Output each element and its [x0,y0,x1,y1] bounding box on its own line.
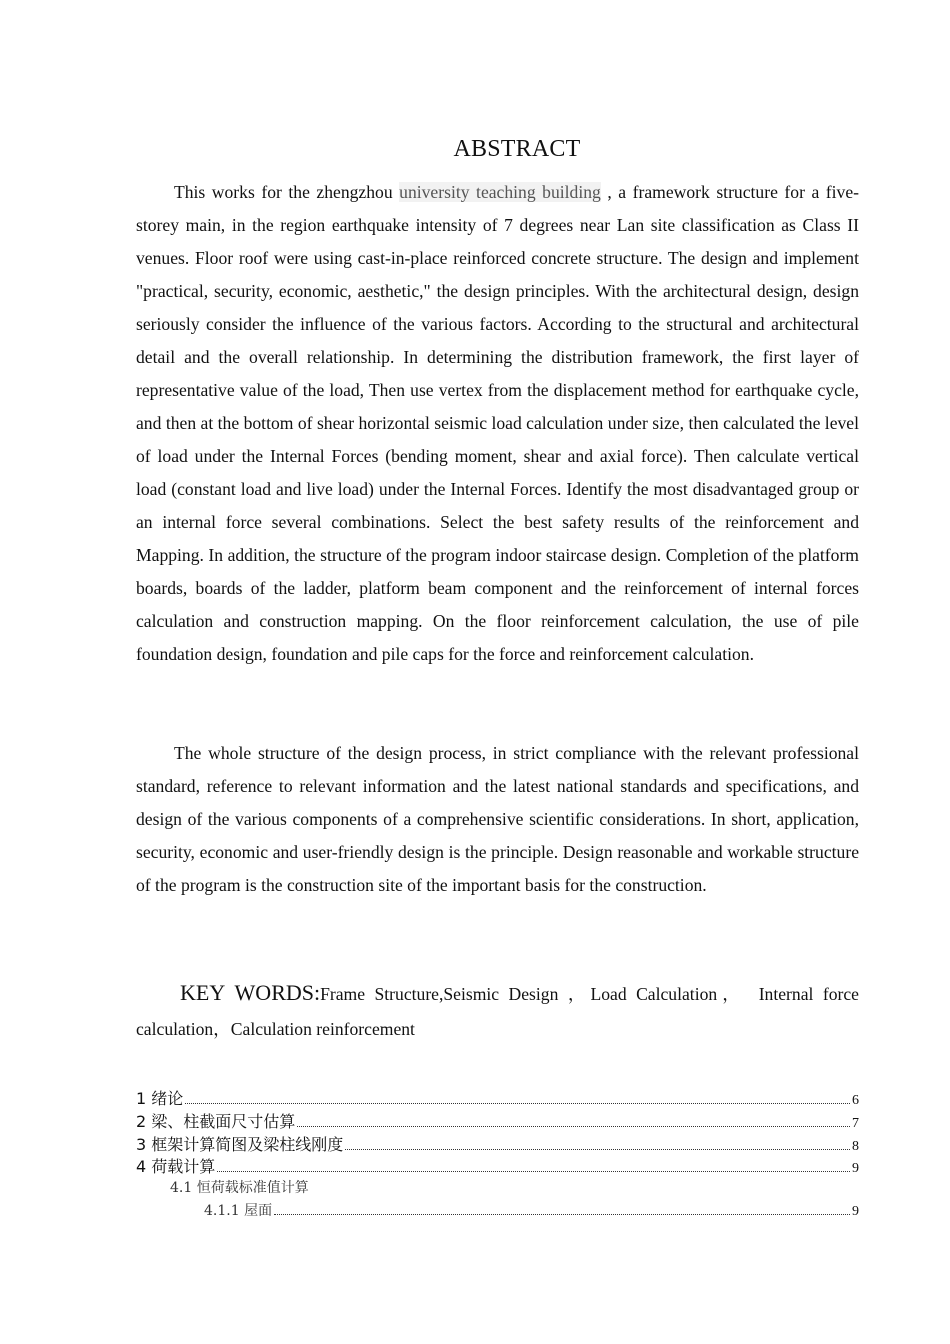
keywords-section [136,975,859,1047]
toc-entry-title: 4 荷载计算 [136,1157,216,1177]
toc-entry[interactable] [136,1177,859,1200]
paragraph-2-text: The whole structure of the design process, in strict compliance with the relevant professional standard, reference to relevant information and the latest national standards and specifications, and design of the various components of a comprehensive scientific considerations. In short, application, security, economic and user-friendly design is the principle. Design reasonable and workable structure of the program is the construction site of the important basis for the construction. [136,743,859,895]
toc-leader-dots [345,1148,850,1150]
toc-leader-dots [274,1213,850,1215]
toc-entry-title: 3 框架计算简图及梁柱线刚度 [136,1134,344,1154]
toc-entry-page: 9 [852,1203,859,1219]
toc-entry[interactable] [136,1132,859,1155]
abstract-paragraph-2 [136,737,859,902]
keywords-text: Frame Structure,Seismic Design ，Load Calculation， Internal force calculation，Calculation reinforcement [136,984,859,1039]
abstract-paragraph-1 [136,176,859,671]
paragraph-1-rest: , a framework structure for a five-storey main, in the region earthquake intensity of 7 degrees near Lan site classification as Class II venues. Floor roof were using cast-in-place reinforced concrete structure. The design and implement "practical, security, economic, aesthetic," the design principles. With the architectural design, design seriously consider the influence of the various factors. According to the structural and architectural detail and the overall relationship. In determining the distribution framework, the first layer of representative value of the load, Then use vertex from the displacement method for earthquake cycle, and then at the bottom of shear horizontal seismic load calculation under size, then calculated the level of load under the Internal Forces (bending moment, shear and axial force). Then calculate vertical load (constant load and live load) under the Internal Forces. Identify the most disadvantaged group or an internal force several combinations. Select the best safety results of the reinforcement and Mapping. In addition, the structure of the program indoor staircase design. Completion of the platform boards, boards of the ladder, platform beam component and the reinforcement of internal forces calculation and construction mapping. On the floor reinforcement calculation, the use of pile foundation design, foundation and pile caps for the force and reinforcement calculation. [136,182,860,664]
toc-entry[interactable] [136,1086,859,1109]
abstract-title: ABSTRACT [453,136,581,162]
table-of-contents [136,1086,859,1223]
toc-entry-title: 4.1 恒荷载标准值计算 [170,1180,309,1197]
toc-entry[interactable] [136,1109,859,1132]
toc-leader-dots [185,1102,850,1104]
toc-leader-dots [297,1125,850,1127]
toc-leader-dots [217,1170,850,1172]
keywords-label: KEY WORDS: [180,980,321,1005]
toc-entry-title: 2 梁、柱截面尺寸估算 [136,1111,296,1131]
toc-entry-page: 8 [852,1138,859,1154]
paragraph-1-lead: This works for the zhengzhou [174,182,400,202]
toc-entry-page: 9 [852,1161,859,1177]
toc-entry[interactable] [136,1154,859,1177]
highlighted-phrase: university teaching building [399,182,601,202]
toc-entry[interactable] [136,1200,859,1223]
toc-entry-title: 4.1.1 屋面 [204,1202,273,1219]
toc-entry-title: 1 绪论 [136,1089,184,1108]
toc-entry-page: 7 [852,1115,859,1131]
toc-entry-page: 6 [852,1093,859,1108]
